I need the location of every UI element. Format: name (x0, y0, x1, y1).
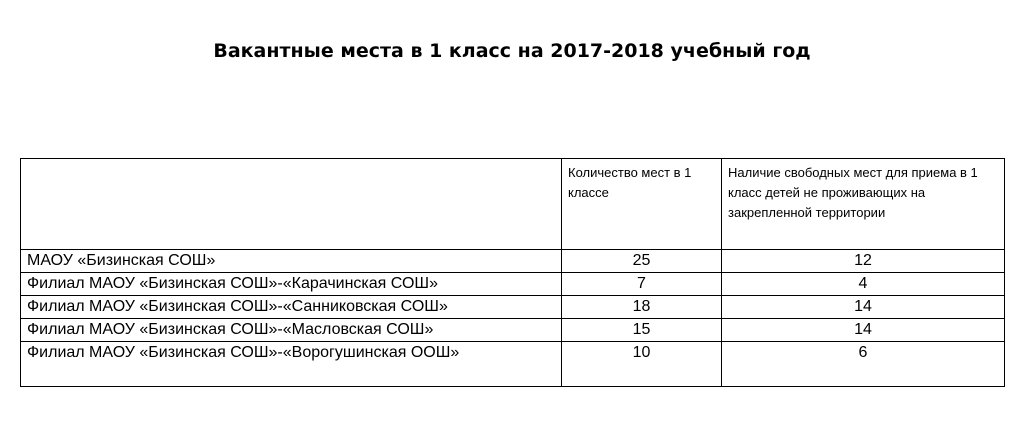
table-header-row (21, 159, 1005, 250)
free-places: 6 (722, 342, 1005, 387)
table-row (21, 250, 1005, 273)
places-count: 7 (562, 273, 722, 296)
free-places: 14 (722, 319, 1005, 342)
school-name: Филиал МАОУ «Бизинская СОШ»-«Карачинская СОШ» (21, 273, 562, 296)
table-row (21, 342, 1005, 387)
table-row (21, 319, 1005, 342)
document-title: Вакантные места в 1 класс на 2017-2018 учебный год (213, 40, 811, 62)
places-count: 15 (562, 319, 722, 342)
header-count: Количество мест в 1 классе (562, 159, 722, 250)
header-free: Наличие свободных мест для приема в 1 класс детей не проживающих на закрепленной территории (722, 159, 1005, 250)
places-count: 18 (562, 296, 722, 319)
school-name: Филиал МАОУ «Бизинская СОШ»-«Масловская СОШ» (21, 319, 562, 342)
free-places: 14 (722, 296, 1005, 319)
free-places: 12 (722, 250, 1005, 273)
table-row (21, 296, 1005, 319)
school-name: МАОУ «Бизинская СОШ» (21, 250, 562, 273)
header-name (21, 159, 562, 250)
school-name: Филиал МАОУ «Бизинская СОШ»-«Санниковская СОШ» (21, 296, 562, 319)
places-count: 10 (562, 342, 722, 387)
school-name: Филиал МАОУ «Бизинская СОШ»-«Ворогушинская ООШ» (21, 342, 562, 387)
places-count: 25 (562, 250, 722, 273)
table-row (21, 273, 1005, 296)
free-places: 4 (722, 273, 1005, 296)
vacancies-table (20, 158, 1005, 387)
